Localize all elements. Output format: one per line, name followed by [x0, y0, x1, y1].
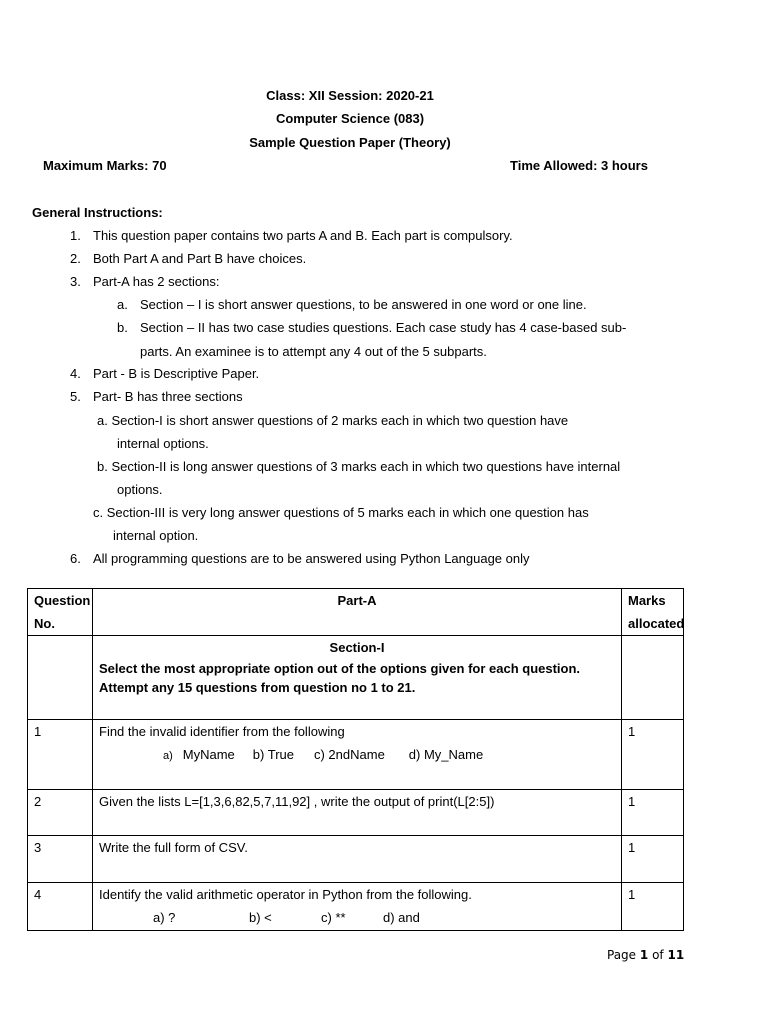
instruction-num: 1.: [70, 228, 81, 243]
instruction-num: 5.: [70, 389, 81, 404]
header-question-label: Question: [34, 593, 91, 608]
table-row: [28, 790, 684, 836]
table-row: [28, 836, 684, 883]
section-cell: [93, 636, 622, 720]
instruction-text: Part-A has 2 sections:: [93, 274, 220, 289]
option-d: d) and: [383, 910, 420, 925]
question-number: 2: [28, 790, 93, 836]
question-cell: [93, 720, 622, 790]
page-current: 1: [639, 948, 649, 962]
instruction-num: 4.: [70, 366, 81, 381]
instruction-text: Section – I is short answer questions, to be answered in one word or one line.: [140, 297, 587, 312]
part-header: Part-A: [93, 589, 622, 636]
header-marks-label: Marks: [628, 593, 666, 608]
page-label: Page: [607, 948, 637, 962]
question-marks: 1: [622, 883, 684, 931]
instruction-text: internal option.: [113, 528, 199, 543]
instruction-text: All programming questions are to be answered using Python Language only: [93, 551, 530, 566]
instruction-text: parts. An examinee is to attempt any 4 out of the 5 subparts.: [140, 344, 487, 359]
class-session-line: Class: XII Session: 2020-21: [266, 88, 434, 103]
instruction-num: 2.: [70, 251, 81, 266]
question-number: 4: [28, 883, 93, 931]
instruction-text: Both Part A and Part B have choices.: [93, 251, 307, 266]
empty-cell: [28, 636, 93, 720]
instruction-num: b.: [117, 320, 128, 335]
instruction-text: Section – II has two case studies questions. Each case study has 4 case-based sub-: [140, 320, 627, 335]
header-no-label: No.: [34, 616, 55, 631]
subject-line: Computer Science (083): [275, 111, 425, 126]
option-b: b) <: [249, 910, 272, 925]
header-allocated-label: allocated: [628, 616, 685, 631]
paper-title: Sample Question Paper (Theory): [249, 135, 451, 150]
question-marks: 1: [622, 790, 684, 836]
page-total: 11: [667, 948, 685, 962]
question-options: [99, 743, 615, 768]
page-number: [607, 948, 684, 962]
marks-header: [622, 589, 684, 636]
option-label: a): [163, 750, 173, 762]
option-d: d) My_Name: [408, 747, 484, 762]
question-number: 3: [28, 836, 93, 883]
instruction-num: a.: [117, 297, 128, 312]
question-text: Find the invalid identifier from the following: [99, 724, 345, 739]
question-no-header: [28, 589, 93, 636]
instruction-num: 6.: [70, 551, 81, 566]
question-cell: [93, 883, 622, 931]
instruction-text: This question paper contains two parts A and B. Each part is compulsory.: [93, 228, 513, 243]
instruction-text: a. Section-I is short answer questions of 2 marks each in which two question have: [97, 413, 569, 428]
question-text: Given the lists L=[1,3,6,82,5,7,11,92] , write the output of print(L[2:5]): [93, 790, 622, 836]
option-c: c) 2ndName: [313, 747, 385, 762]
instruction-text: internal options.: [117, 436, 209, 451]
question-number: 1: [28, 720, 93, 790]
option-b: b) True: [252, 747, 294, 762]
empty-cell: [622, 636, 684, 720]
page-of: of: [652, 948, 664, 962]
option-c: c) **: [321, 910, 346, 925]
table-row: [28, 720, 684, 790]
question-options: [99, 906, 615, 929]
option-a: MyName: [182, 747, 235, 762]
section-row: [28, 636, 684, 720]
instruction-text: Part - B is Descriptive Paper.: [93, 366, 260, 381]
question-text: Identify the valid arithmetic operator in Python from the following.: [99, 887, 472, 902]
instruction-text: c. Section-III is very long answer questions of 5 marks each in which one question has: [93, 505, 589, 520]
instructions-title: General Instructions:: [32, 205, 163, 220]
question-marks: 1: [622, 720, 684, 790]
option-a: a) ?: [153, 910, 176, 925]
question-table: [27, 588, 684, 931]
instruction-num: 3.: [70, 274, 81, 289]
maximum-marks: Maximum Marks: 70: [43, 158, 167, 173]
table-row: [28, 883, 684, 931]
section-title: Section-I: [329, 640, 385, 655]
question-marks: 1: [622, 836, 684, 883]
table-header-row: [28, 589, 684, 636]
section-instruction: Select the most appropriate option out of the options given for each question. Attempt any 15 questions from question no 1 to 21.: [99, 661, 581, 695]
instruction-text: Part- B has three sections: [93, 389, 243, 404]
instruction-text: options.: [117, 482, 163, 497]
question-text: Write the full form of CSV.: [93, 836, 622, 883]
time-allowed: Time Allowed: 3 hours: [510, 158, 648, 173]
instruction-text: b. Section-II is long answer questions of 3 marks each in which two questions have internal: [97, 459, 621, 474]
